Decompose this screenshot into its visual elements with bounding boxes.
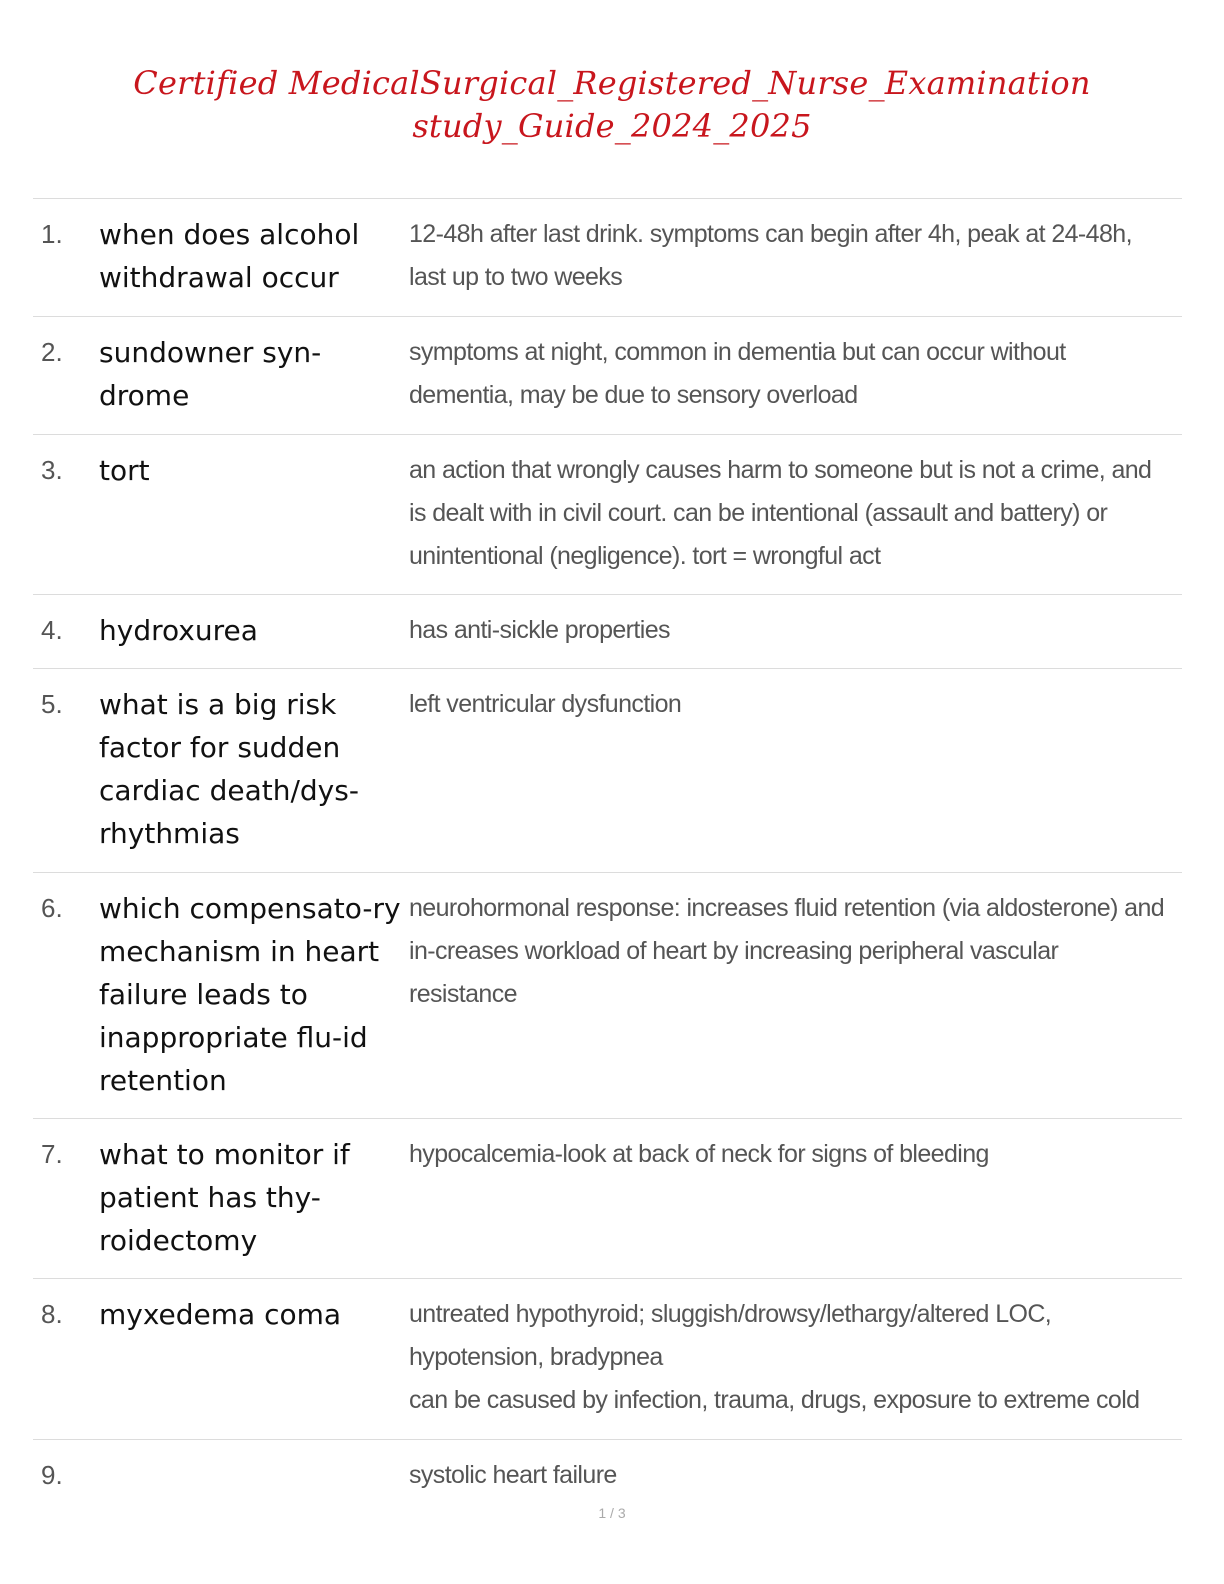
- flashcard-row: [33, 1440, 1182, 1506]
- card-term: what is a big risk factor for sudden cardiac death/dys-rhythmias: [99, 688, 359, 850]
- flashcard-row: [33, 199, 1182, 317]
- card-definition: 12-48h after last drink. symptoms can begin after 4h, peak at 24-48h, last up to two weeks: [409, 220, 1132, 291]
- card-number: 6.: [41, 893, 63, 923]
- flashcard-row: [33, 669, 1182, 873]
- document-title: [0, 62, 1224, 148]
- card-definition: an action that wrongly causes harm to someone but is not a crime, and is dealt with in civil court. can be intentional (assault and battery) or unintentional (negligence). tort = wrongful act: [409, 456, 1152, 570]
- document-title-line-2: study_Guide_2024_2025: [412, 107, 812, 145]
- card-term: tort: [99, 454, 150, 487]
- flashcard-list: [33, 198, 1182, 1506]
- flashcard-row: [33, 317, 1182, 435]
- card-definition: hypocalcemia-look at back of neck for signs of bleeding: [409, 1140, 989, 1168]
- card-number: 7.: [41, 1139, 63, 1169]
- card-number: 3.: [41, 455, 63, 485]
- card-definition: neurohormonal response: increases fluid retention (via aldosterone) and in-creases workload of heart by increasing peripheral vascular resistance: [409, 894, 1165, 1008]
- flashcard-row: [33, 1279, 1182, 1440]
- document-title-line-1: Certified MedicalSurgical_Registered_Nurse_Examination: [133, 64, 1091, 102]
- card-number: 9.: [41, 1460, 63, 1490]
- flashcard-row: [33, 1119, 1182, 1279]
- card-definition: untreated hypothyroid; sluggish/drowsy/lethargy/altered LOC, hypotension, bradypnea can be casused by infection, trauma, drugs, exposure to extreme cold: [409, 1300, 1140, 1414]
- card-number: 4.: [41, 615, 63, 645]
- card-number: 2.: [41, 337, 63, 367]
- card-definition: has anti-sickle properties: [409, 616, 670, 644]
- card-term: sundowner syn-drome: [99, 336, 322, 412]
- flashcard-row: [33, 435, 1182, 595]
- page-number: 1 / 3: [598, 1505, 626, 1521]
- card-number: 1.: [41, 219, 63, 249]
- card-term: which compensato-ry mechanism in heart failure leads to inappropriate flu-id retention: [99, 892, 401, 1097]
- card-term: what to monitor if patient has thy-roidectomy: [99, 1138, 350, 1257]
- card-definition: left ventricular dysfunction: [409, 690, 682, 718]
- flashcard-row: [33, 873, 1182, 1119]
- flashcard-row: [33, 595, 1182, 669]
- card-definition: systolic heart failure: [409, 1461, 617, 1489]
- card-number: 5.: [41, 689, 63, 719]
- card-term: myxedema coma: [99, 1298, 342, 1331]
- card-number: 8.: [41, 1299, 63, 1329]
- card-term: hydroxurea: [99, 614, 258, 647]
- card-term: when does alcohol withdrawal occur: [99, 218, 360, 294]
- card-term: [99, 1440, 409, 1454]
- card-definition: symptoms at night, common in dementia but can occur without dementia, may be due to sensory overload: [409, 338, 1066, 409]
